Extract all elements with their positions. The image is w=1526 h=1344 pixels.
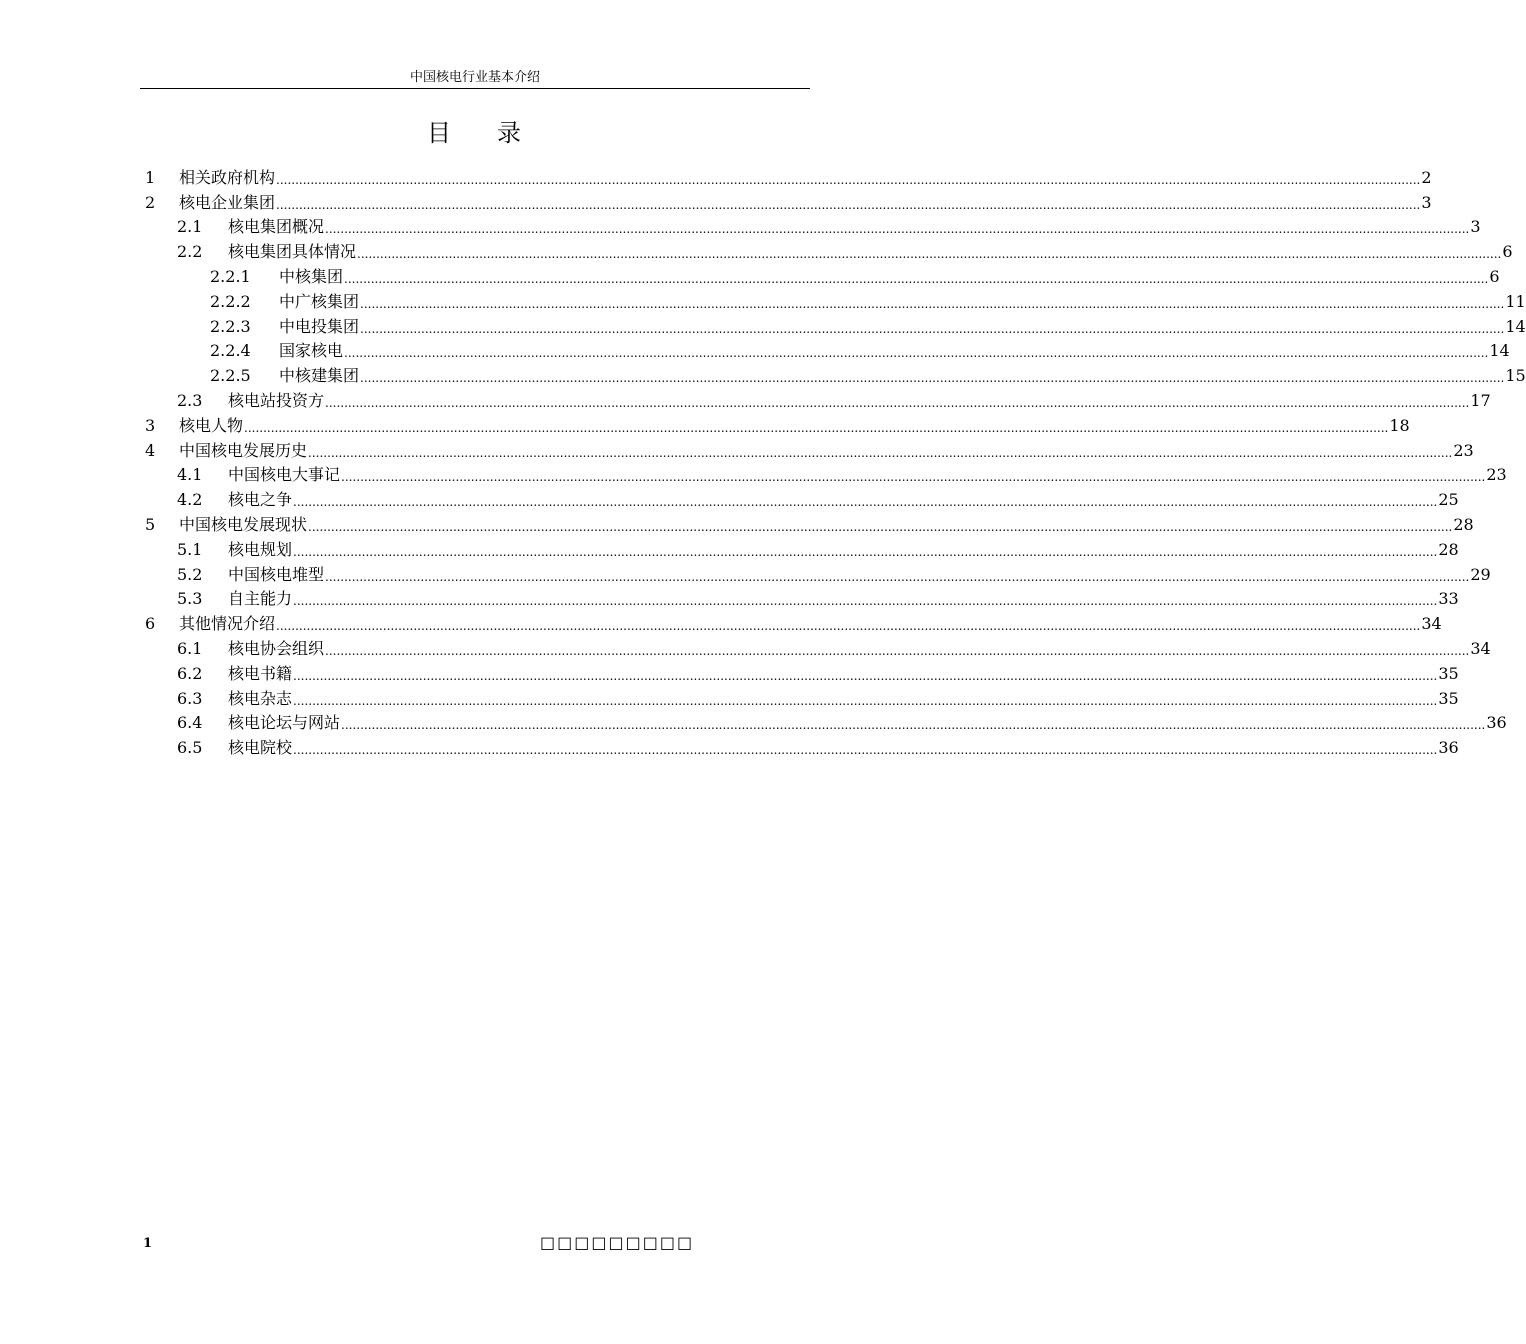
- toc-entry[interactable]: [140, 361, 1526, 386]
- toc-entry-page: 25: [1438, 490, 1459, 510]
- toc-entry-page: 3: [1470, 217, 1481, 237]
- toc-entry-label: 中核集团: [279, 266, 344, 286]
- toc-entry[interactable]: [140, 262, 1500, 287]
- toc-entry-number: 2.2.4: [210, 341, 251, 361]
- toc-entry-label: 中国核电发展现状: [179, 514, 308, 534]
- toc-entry-page: 17: [1470, 390, 1491, 410]
- toc-entry-number: 5.1: [177, 539, 203, 559]
- toc-dot-leader: ............................................................................................................................................................................................................................................................................................................: [293, 594, 1438, 609]
- toc-entry[interactable]: [140, 213, 1481, 238]
- toc-entry-number: 2.3: [177, 390, 203, 410]
- toc-entry-number: 1: [145, 167, 156, 187]
- toc-entry[interactable]: [140, 634, 1491, 659]
- toc-entry[interactable]: [140, 560, 1491, 585]
- toc-entry-label: 其他情况介绍: [179, 614, 276, 634]
- toc-entry-label: 中核建集团: [279, 366, 360, 386]
- footer-page-number: 1: [143, 1236, 153, 1251]
- toc-entry[interactable]: [140, 709, 1507, 734]
- toc-title-right: 录: [497, 119, 523, 147]
- toc-entry-label: 自主能力: [228, 589, 293, 609]
- toc-entry-number: 4.1: [177, 465, 203, 485]
- toc-entry-label: 核电集团概况: [228, 217, 325, 237]
- toc-entry[interactable]: [140, 485, 1459, 510]
- toc-entry-page: 33: [1438, 589, 1459, 609]
- toc-dot-leader: ............................................................................................................................................................................................................................................................................................................: [341, 470, 1486, 485]
- toc-entry-page: 15: [1505, 366, 1526, 386]
- toc-entry-page: 34: [1470, 638, 1491, 658]
- toc-entry[interactable]: [140, 163, 1432, 188]
- toc-entry[interactable]: [140, 312, 1526, 337]
- toc-entry-label: 核电院校: [228, 738, 293, 758]
- footer-placeholder-text: □□□□□□□□□: [540, 1233, 695, 1252]
- toc-dot-leader: ............................................................................................................................................................................................................................................................................................................: [244, 420, 1389, 435]
- toc-dot-leader: ............................................................................................................................................................................................................................................................................................................: [293, 544, 1438, 559]
- toc-entry-page: 18: [1389, 415, 1410, 435]
- toc-entry[interactable]: [140, 609, 1442, 634]
- toc-entry-page: 23: [1486, 465, 1507, 485]
- toc-entry-number: 6.3: [177, 688, 203, 708]
- toc-entry-number: 6: [145, 614, 156, 634]
- toc-dot-leader: ............................................................................................................................................................................................................................................................................................................: [293, 668, 1438, 683]
- toc-entry-number: 5.3: [177, 589, 203, 609]
- toc-entry-label: 核电人物: [179, 415, 244, 435]
- toc-dot-leader: ............................................................................................................................................................................................................................................................................................................: [325, 222, 1470, 237]
- toc-entry[interactable]: [140, 510, 1474, 535]
- toc-entry[interactable]: [140, 585, 1459, 610]
- toc-entry[interactable]: [140, 684, 1459, 709]
- toc-entry-page: 2: [1421, 167, 1432, 187]
- toc-dot-leader: ............................................................................................................................................................................................................................................................................................................: [341, 718, 1486, 733]
- table-of-contents: [140, 163, 1526, 758]
- toc-dot-leader: ............................................................................................................................................................................................................................................................................................................: [308, 519, 1453, 534]
- toc-entry[interactable]: [140, 188, 1432, 213]
- toc-entry-page: 14: [1489, 341, 1510, 361]
- toc-entry-page: 29: [1470, 564, 1491, 584]
- toc-entry-number: 5: [145, 514, 156, 534]
- toc-entry-label: 核电论坛与网站: [228, 713, 341, 733]
- toc-entry-number: 3: [145, 415, 156, 435]
- toc-entry-label: 相关政府机构: [179, 167, 276, 187]
- toc-entry-number: 2.2.3: [210, 316, 251, 336]
- toc-entry-number: 2.2.1: [210, 266, 251, 286]
- toc-dot-leader: ............................................................................................................................................................................................................................................................................................................: [360, 296, 1505, 311]
- toc-entry[interactable]: [140, 659, 1459, 684]
- toc-entry-page: 6: [1489, 266, 1500, 286]
- toc-entry-number: 2: [145, 192, 156, 212]
- toc-entry-label: 核电之争: [228, 490, 293, 510]
- toc-dot-leader: ............................................................................................................................................................................................................................................................................................................: [344, 346, 1489, 361]
- toc-dot-leader: ............................................................................................................................................................................................................................................................................................................: [276, 197, 1421, 212]
- toc-entry[interactable]: [140, 237, 1513, 262]
- toc-title: [140, 118, 810, 148]
- toc-dot-leader: ............................................................................................................................................................................................................................................................................................................: [293, 495, 1438, 510]
- toc-entry-page: 28: [1453, 514, 1474, 534]
- toc-entry-label: 核电杂志: [228, 688, 293, 708]
- toc-entry[interactable]: [140, 461, 1507, 486]
- toc-entry-number: 6.4: [177, 713, 203, 733]
- toc-dot-leader: ............................................................................................................................................................................................................................................................................................................: [293, 743, 1438, 758]
- toc-entry-number: 6.1: [177, 638, 203, 658]
- toc-entry-label: 中国核电堆型: [228, 564, 325, 584]
- toc-dot-leader: ............................................................................................................................................................................................................................................................................................................: [308, 445, 1453, 460]
- header-rule: [140, 88, 810, 89]
- toc-entry-page: 28: [1438, 539, 1459, 559]
- toc-entry-page: 14: [1505, 316, 1526, 336]
- toc-entry-page: 36: [1486, 713, 1507, 733]
- toc-entry-label: 国家核电: [279, 341, 344, 361]
- toc-entry-page: 35: [1438, 663, 1459, 683]
- toc-entry-number: 4: [145, 440, 156, 460]
- toc-entry-label: 中国核电发展历史: [179, 440, 308, 460]
- toc-entry-label: 中电投集团: [279, 316, 360, 336]
- toc-dot-leader: ............................................................................................................................................................................................................................................................................................................: [360, 321, 1505, 336]
- toc-entry-page: 23: [1453, 440, 1474, 460]
- toc-entry-label: 中国核电大事记: [228, 465, 341, 485]
- toc-entry-number: 2.2: [177, 242, 203, 262]
- toc-title-left: 目: [427, 119, 453, 147]
- toc-entry[interactable]: [140, 436, 1474, 461]
- toc-entry-page: 36: [1438, 738, 1459, 758]
- toc-entry-number: 2.2.2: [210, 291, 251, 311]
- toc-entry-page: 6: [1502, 242, 1513, 262]
- toc-entry-number: 4.2: [177, 490, 203, 510]
- toc-dot-leader: ............................................................................................................................................................................................................................................................................................................: [344, 271, 1489, 286]
- toc-entry[interactable]: [140, 287, 1526, 312]
- toc-entry-number: 2.1: [177, 217, 203, 237]
- toc-entry-label: 核电站投资方: [228, 390, 325, 410]
- toc-entry-label: 核电协会组织: [228, 638, 325, 658]
- toc-dot-leader: ............................................................................................................................................................................................................................................................................................................: [276, 619, 1421, 634]
- toc-dot-leader: ............................................................................................................................................................................................................................................................................................................: [325, 395, 1470, 410]
- toc-entry-page: 35: [1438, 688, 1459, 708]
- toc-dot-leader: ............................................................................................................................................................................................................................................................................................................: [325, 569, 1470, 584]
- toc-entry-label: 核电规划: [228, 539, 293, 559]
- toc-entry-number: 5.2: [177, 564, 203, 584]
- toc-dot-leader: ............................................................................................................................................................................................................................................................................................................: [325, 643, 1470, 658]
- toc-entry[interactable]: [140, 337, 1510, 362]
- toc-dot-leader: ............................................................................................................................................................................................................................................................................................................: [357, 247, 1502, 262]
- toc-entry[interactable]: [140, 411, 1410, 436]
- toc-entry-label: 核电企业集团: [179, 192, 276, 212]
- toc-entry-label: 核电集团具体情况: [228, 242, 357, 262]
- toc-entry-label: 核电书籍: [228, 663, 293, 683]
- toc-entry-number: 2.2.5: [210, 366, 251, 386]
- toc-dot-leader: ............................................................................................................................................................................................................................................................................................................: [360, 371, 1505, 386]
- toc-entry-page: 34: [1421, 614, 1442, 634]
- toc-entry[interactable]: [140, 733, 1459, 758]
- page-header-title: 中国核电行业基本介绍: [409, 70, 540, 85]
- toc-entry-number: 6.2: [177, 663, 203, 683]
- toc-entry-page: 3: [1421, 192, 1432, 212]
- toc-dot-leader: ............................................................................................................................................................................................................................................................................................................: [276, 172, 1421, 187]
- toc-dot-leader: ............................................................................................................................................................................................................................................................................................................: [293, 693, 1438, 708]
- toc-entry-label: 中广核集团: [279, 291, 360, 311]
- toc-entry-page: 11: [1505, 291, 1526, 311]
- toc-entry[interactable]: [140, 386, 1491, 411]
- toc-entry[interactable]: [140, 535, 1459, 560]
- toc-entry-number: 6.5: [177, 738, 203, 758]
